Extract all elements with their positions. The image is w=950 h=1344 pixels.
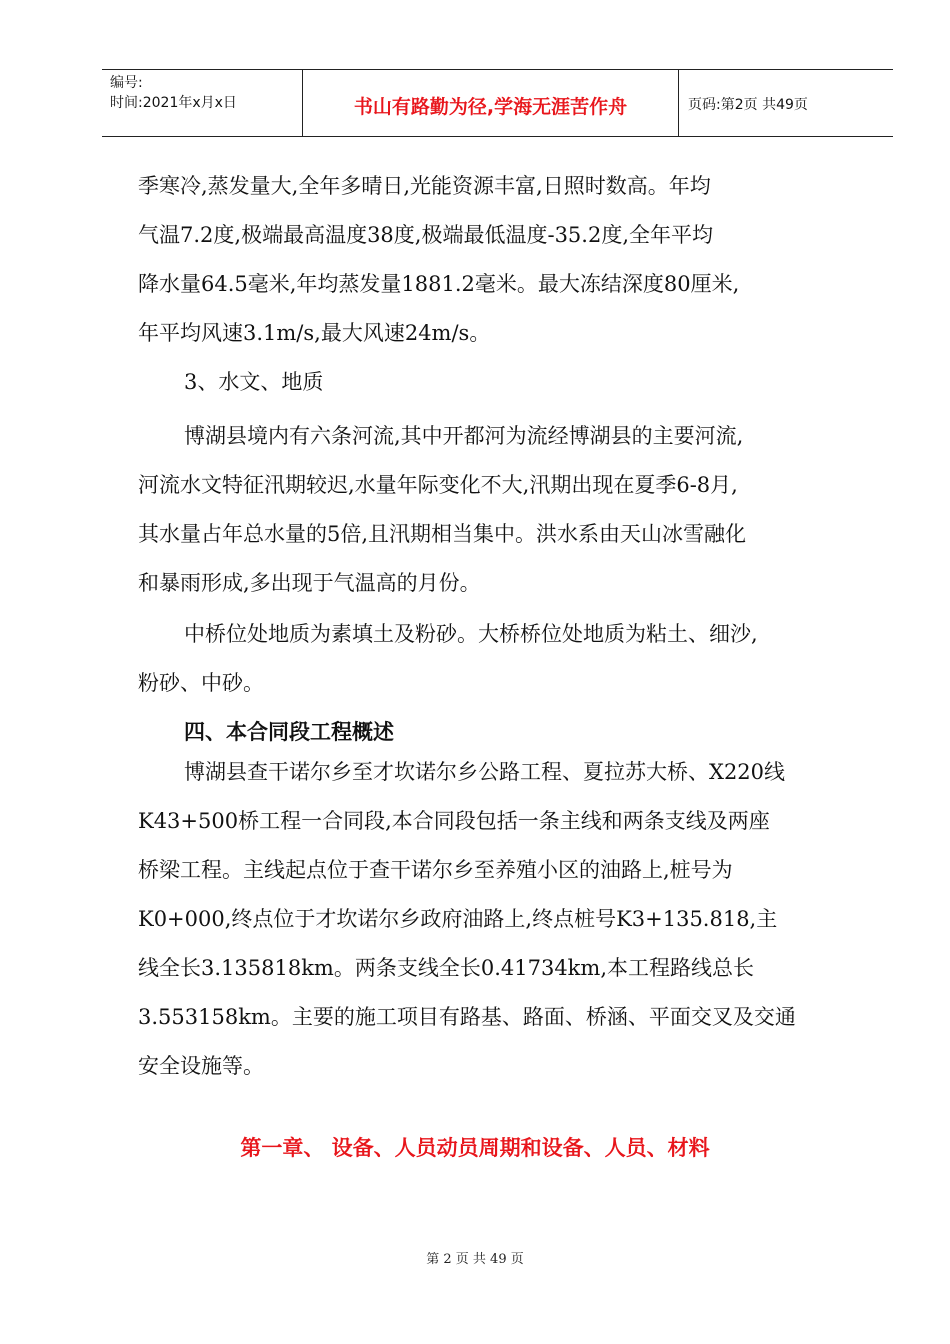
- text-line: 博湖县境内有六条河流,其中开都河为流经博湖县的主要河流,: [184, 424, 744, 448]
- motto-text: 书山有路勤为径,学海无涯苦作舟: [353, 96, 628, 118]
- heading-text: 3、水文、地质: [184, 370, 324, 394]
- header-motto-cell: [303, 70, 679, 136]
- paragraph-climate: [138, 162, 858, 358]
- page-header: [102, 69, 893, 137]
- text-line: K0+000,终点位于才坎诺尔乡政府油路上,终点桩号K3+135.818,主: [138, 907, 778, 931]
- number-label: 编号:: [110, 75, 143, 91]
- header-meta-cell: [102, 70, 303, 136]
- text-line: 年平均风速3.1m/s,最大风速24m/s。: [138, 321, 491, 345]
- paragraph-overview: [138, 748, 858, 1091]
- text-line: 中桥位处地质为素填土及粉砂。大桥桥位处地质为粘土、细沙,: [184, 622, 758, 646]
- text-line: 3.553158km。主要的施工项目有路基、路面、桥涵、平面交叉及交通: [138, 1005, 796, 1029]
- text-line: 粉砂、中砂。: [138, 671, 264, 695]
- text-line: 气温7.2度,极端最高温度38度,极端最低温度-35.2度,全年平均: [138, 223, 713, 247]
- text-line: 桥梁工程。主线起点位于查干诺尔乡至养殖小区的油路上,桩号为: [138, 858, 733, 882]
- chapter-title: 第一章、 设备、人员动员周期和设备、人员、材料: [240, 1136, 710, 1160]
- text-line: 线全长3.135818km。两条支线全长0.41734km,本工程路线总长: [138, 956, 754, 980]
- section-heading-hydrology: [138, 358, 858, 407]
- text-line: 安全设施等。: [138, 1054, 264, 1078]
- text-line: 季寒冷,蒸发量大,全年多晴日,光能资源丰富,日照时数高。年均: [138, 174, 711, 198]
- text-line: K43+500桥工程一合同段,本合同段包括一条主线和两条支线及两座: [138, 809, 770, 833]
- page-footer: 第 2 页 共 49 页: [426, 1252, 524, 1267]
- text-line: 博湖县查干诺尔乡至才坎诺尔乡公路工程、夏拉苏大桥、X220线: [184, 760, 786, 784]
- paragraph-rivers: [138, 412, 858, 608]
- text-line: 其水量占年总水量的5倍,且汛期相当集中。洪水系由天山冰雪融化: [138, 522, 747, 546]
- paragraph-geology: [138, 610, 858, 708]
- text-line: 和暴雨形成,多出现于气温高的月份。: [138, 571, 481, 595]
- time-label: 时间:2021年x月x日: [110, 95, 237, 111]
- text-line: 降水量64.5毫米,年均蒸发量1881.2毫米。最大冻结深度80厘米,: [138, 272, 740, 296]
- text-line: 河流水文特征汛期较迟,水量年际变化不大,汛期出现在夏季6-8月,: [138, 473, 738, 497]
- section-heading-overview: 四、本合同段工程概述: [184, 720, 394, 744]
- page-label: 页码:第2页 共49页: [688, 97, 808, 113]
